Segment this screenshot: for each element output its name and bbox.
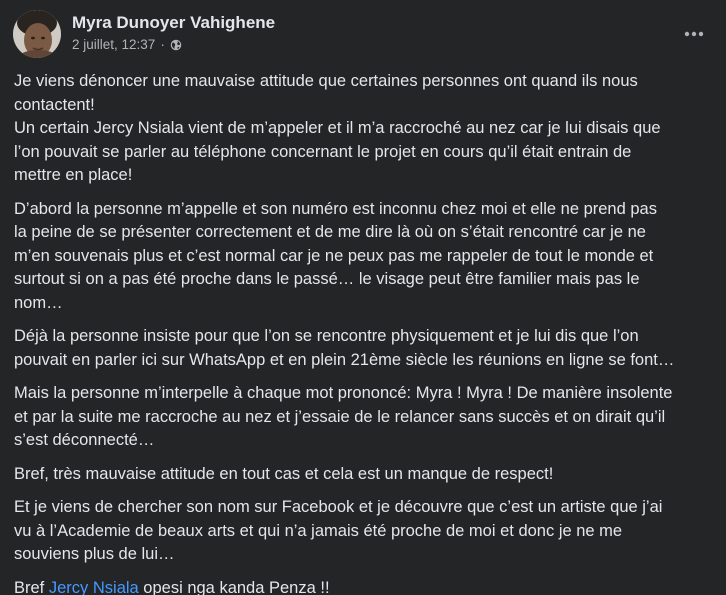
paragraph-2 bbox=[14, 198, 714, 316]
text-line: et par la suite me raccroche au nez et j’essaie de le relancer sans succès et on dirait qu’il bbox=[14, 407, 666, 426]
text-line: surtout si on a pas été proche dans le passé… le visage peut être familier mais pas le bbox=[14, 270, 640, 288]
text-line: Je viens dénoncer une mauvaise attitude que certaines personnes ont quand ils nous bbox=[14, 72, 638, 90]
text-line: la peine de se présenter correctement et de me dire là où on s’était rencontré car je ne bbox=[14, 223, 646, 241]
text-line: l’on pouvait se parler au téléphone concernant le projet en cours qu’il était entrain de bbox=[14, 142, 632, 161]
text-line: Déjà la personne insiste pour que l’on se rencontre physiquement et je lui dis que l’on bbox=[14, 327, 639, 345]
text-line: contactent! bbox=[14, 95, 95, 114]
avatar[interactable] bbox=[13, 10, 61, 58]
text-segment: opesi nga kanda Penza !! bbox=[138, 578, 330, 595]
mention-link[interactable]: Jercy Nsiala bbox=[48, 578, 139, 595]
paragraph-5 bbox=[14, 463, 714, 487]
text-line: vu à l’Academie de beaux arts et qui n’a jamais été proche de moi et donc je ne me bbox=[14, 521, 623, 540]
text-line: Mais la personne m’interpelle à chaque mot prononcé: Myra ! Myra ! De manière insolente bbox=[14, 384, 673, 402]
text-line: nom… bbox=[14, 293, 63, 312]
text-line: D’abord la personne m’appelle et son numéro est inconnu chez moi et elle ne prend pas bbox=[14, 199, 657, 218]
text-line: s’est déconnecté… bbox=[14, 431, 155, 449]
paragraph-4 bbox=[14, 382, 714, 453]
author-name[interactable]: Myra Dunoyer Vahighene bbox=[72, 13, 276, 32]
meta-separator: · bbox=[160, 37, 165, 52]
post-timestamp[interactable]: 2 juillet, 12:37 bbox=[72, 37, 156, 52]
text-line: Un certain Jercy Nsiala vient de m’appeler et il m’a raccroché au nez car je lui disais que bbox=[14, 119, 661, 137]
post-header bbox=[13, 10, 712, 58]
paragraph-7 bbox=[14, 577, 714, 595]
text-segment: Bref bbox=[14, 578, 49, 595]
avatar-image bbox=[13, 10, 61, 58]
more-options-button[interactable] bbox=[676, 16, 712, 52]
post-meta bbox=[72, 37, 182, 52]
paragraph-1 bbox=[14, 70, 714, 188]
more-horizontal-icon bbox=[684, 31, 704, 37]
post-body bbox=[14, 70, 714, 595]
text-line: Et je viens de chercher son nom sur Facebook et je découvre que c’est un artiste que j’ai bbox=[14, 498, 663, 516]
text-line: Bref, très mauvaise attitude en tout cas et cela est un manque de respect! bbox=[14, 464, 554, 483]
text-line: souviens plus de lui… bbox=[14, 545, 175, 563]
globe-icon[interactable] bbox=[170, 39, 182, 51]
text-line: mettre en place! bbox=[14, 166, 133, 184]
text-line: pouvait en parler ici sur WhatsApp et en plein 21ème siècle les réunions en ligne se font… bbox=[14, 350, 675, 369]
paragraph-3 bbox=[14, 325, 714, 372]
text-line: m’en souvenais plus et c’est normal car je ne peux pas me rappeler de tout le monde et bbox=[14, 246, 654, 265]
paragraph-6 bbox=[14, 496, 714, 567]
